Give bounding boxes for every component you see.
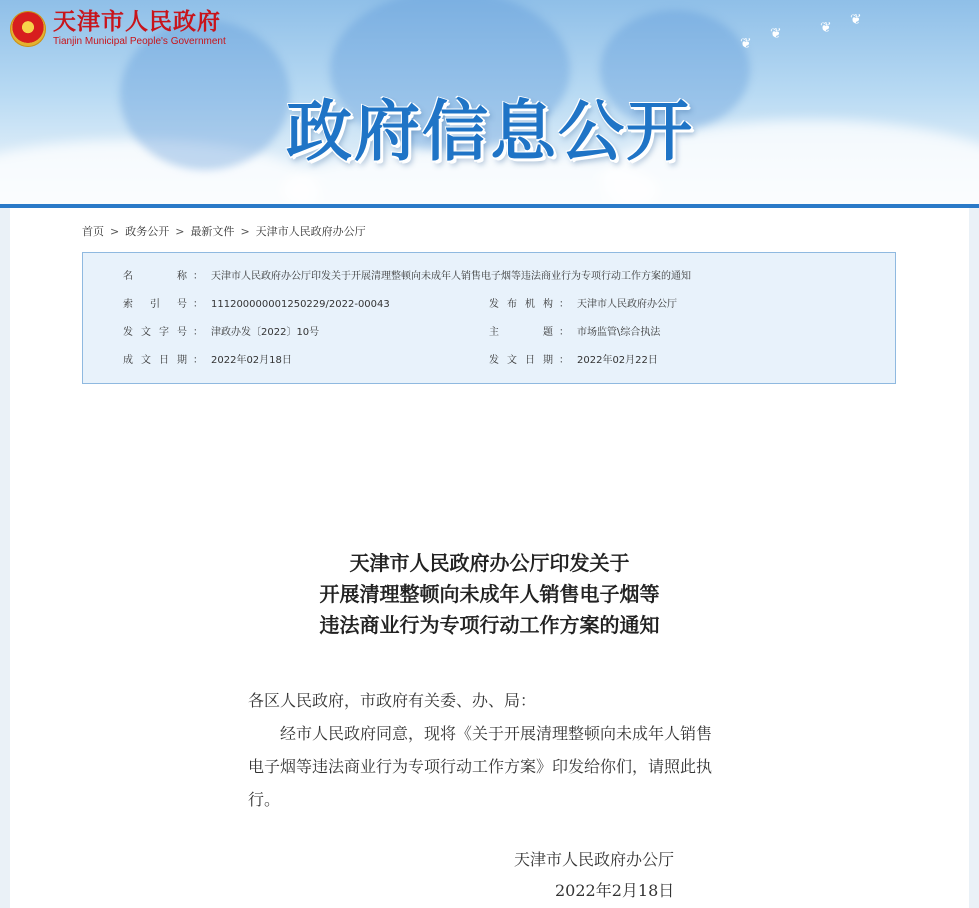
meta-colon: ：: [559, 355, 569, 366]
meta-label-docno: 发文字号: [123, 327, 187, 338]
meta-row-topic: [489, 323, 849, 343]
site-name-en: Tianjin Municipal People's Government: [53, 36, 226, 47]
document-body: [248, 684, 748, 816]
site-name-cn: 天津市人民政府: [53, 9, 221, 35]
document-title-line: 天津市人民政府办公厅印发关于: [349, 551, 630, 575]
breadcrumb-separator: >: [110, 225, 120, 238]
site-logo[interactable]: [10, 9, 226, 48]
breadcrumb-separator: >: [175, 225, 185, 238]
dove-icon: ❦: [850, 12, 862, 28]
meta-row-issuer: [489, 295, 849, 315]
document-metadata-table: [82, 252, 896, 384]
meta-label-topic: 主 题: [489, 327, 553, 338]
body-paragraph-line: 经市人民政府同意，现将《关于开展清理整顿向未成年人销售: [280, 724, 713, 743]
meta-label-issuer: 发布机构: [489, 299, 553, 310]
banner-divider: [0, 204, 979, 208]
meta-colon: ：: [193, 355, 203, 366]
dove-icon: ❦: [770, 26, 782, 42]
breadcrumb-general-office[interactable]: 天津市人民政府办公厅: [255, 225, 366, 238]
meta-colon: ：: [193, 271, 203, 282]
meta-row-written-date: [123, 351, 483, 371]
meta-colon: ：: [193, 327, 203, 338]
breadcrumb-latest-files[interactable]: 最新文件: [190, 225, 235, 238]
meta-label-index: 索 引 号: [123, 299, 187, 310]
meta-row-published-date: [489, 351, 849, 371]
meta-row-docno: [123, 323, 483, 343]
body-paragraph-line: 行。: [248, 790, 281, 809]
breadcrumb: [82, 223, 366, 239]
meta-row-name: [123, 267, 883, 287]
meta-colon: ：: [559, 327, 569, 338]
document-title-line: 开展清理整顿向未成年人销售电子烟等: [319, 582, 660, 606]
document-signature: 天津市人民政府办公厅: [514, 850, 675, 869]
breadcrumb-separator: >: [240, 225, 250, 238]
meta-colon: ：: [193, 299, 203, 310]
meta-value-published-date: 2022年02月22日: [577, 355, 658, 366]
meta-value-index: 111200000001250229/2022-00043: [211, 299, 390, 310]
document-date: 2022年2月18日: [555, 881, 675, 900]
dove-icon: ❦: [820, 20, 832, 36]
meta-colon: ：: [559, 299, 569, 310]
meta-label-name: 名 称: [123, 271, 187, 282]
salutation: 各区人民政府，市政府有关委、办、局：: [248, 691, 537, 710]
header-banner: [0, 0, 979, 208]
document-title: [0, 548, 979, 641]
meta-value-topic: 市场监管\综合执法: [577, 327, 661, 338]
banner-title: 政府信息公开: [286, 93, 694, 170]
breadcrumb-home[interactable]: 首页: [82, 225, 104, 238]
meta-value-docno: 津政办发〔2022〕10号: [211, 327, 320, 338]
meta-value-issuer: 天津市人民政府办公厅: [577, 299, 677, 310]
meta-label-written-date: 成文日期: [123, 355, 187, 366]
body-paragraph-line: 电子烟等违法商业行为专项行动工作方案》印发给你们，请照此执: [248, 757, 713, 776]
meta-label-published-date: 发文日期: [489, 355, 553, 366]
dove-icon: ❦: [740, 36, 752, 52]
meta-row-index: [123, 295, 483, 315]
meta-value-name: 天津市人民政府办公厅印发关于开展清理整顿向未成年人销售电子烟等违法商业行为专项行动工作方案的通知: [211, 271, 691, 282]
national-emblem-icon: [10, 11, 46, 47]
breadcrumb-gov-affairs[interactable]: 政务公开: [125, 225, 170, 238]
document-title-line: 违法商业行为专项行动工作方案的通知: [319, 613, 660, 637]
meta-value-written-date: 2022年02月18日: [211, 355, 292, 366]
